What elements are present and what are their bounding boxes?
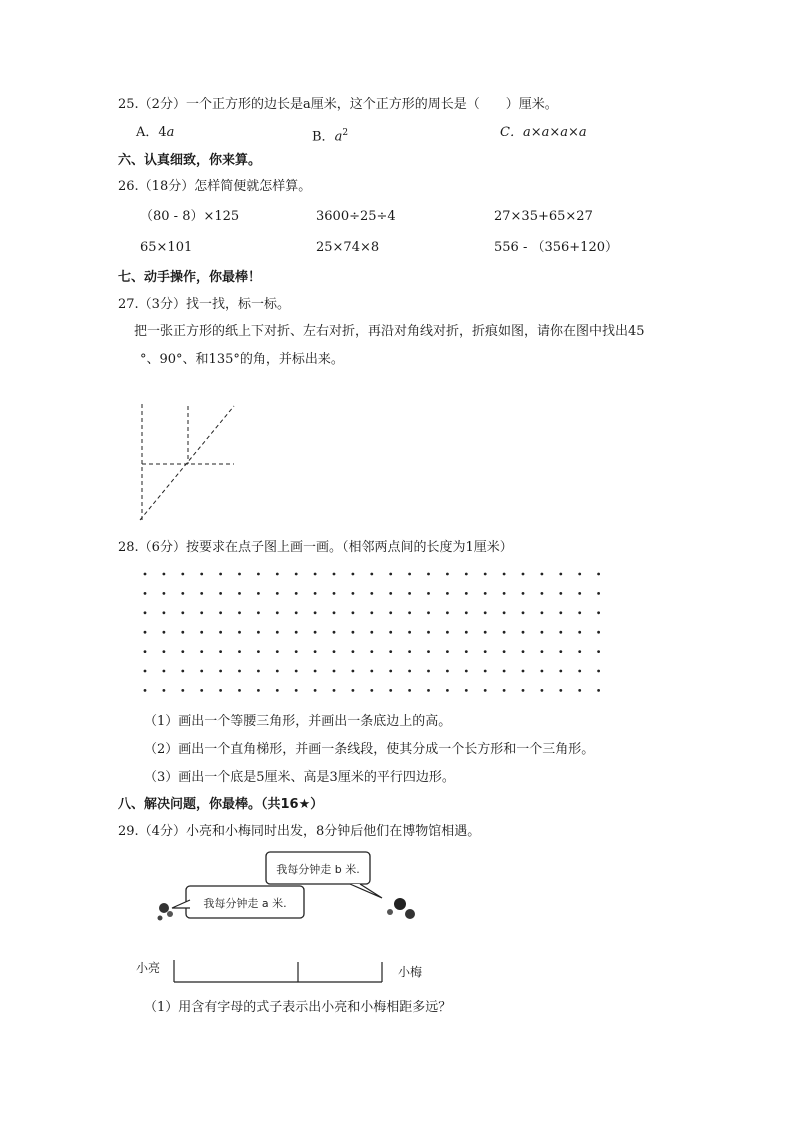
grid-dot[interactable] <box>276 573 279 576</box>
grid-dot[interactable] <box>314 592 317 595</box>
name-xiaomei: 小梅 <box>398 965 423 979</box>
grid-dot[interactable] <box>541 670 544 673</box>
fold-crease-figure <box>136 400 240 526</box>
grid-dot[interactable] <box>181 631 184 634</box>
grid-dot[interactable] <box>541 573 544 576</box>
grid-dot[interactable] <box>200 689 203 692</box>
q26-expr-1: （80 - 8）×125 <box>140 209 240 224</box>
grid-dot[interactable] <box>427 689 430 692</box>
grid-dot[interactable] <box>333 689 336 692</box>
grid-dot[interactable] <box>465 670 468 673</box>
grid-dot[interactable] <box>541 611 544 614</box>
q27-desc-line-2: °、90°、和135°的角，并标出来。 <box>140 352 344 367</box>
bubble-left-tail <box>172 900 190 908</box>
grid-dot[interactable] <box>408 631 411 634</box>
grid-dot[interactable] <box>578 631 581 634</box>
grid-dot[interactable] <box>446 689 449 692</box>
grid-dot[interactable] <box>370 611 373 614</box>
grid-dot[interactable] <box>559 650 562 653</box>
grid-dot[interactable] <box>200 650 203 653</box>
q25-text: 25.（2分）一个正方形的边长是a厘米，这个正方形的周长是（ ）厘米。 <box>118 97 558 112</box>
grid-dot[interactable] <box>597 650 600 653</box>
q25-option-b-var: a <box>334 129 343 145</box>
q25-option-a-var: a <box>166 125 175 140</box>
grid-dot[interactable] <box>578 670 581 673</box>
grid-dot[interactable] <box>597 611 600 614</box>
grid-dot[interactable] <box>389 689 392 692</box>
grid-dot[interactable] <box>597 670 600 673</box>
grid-dot[interactable] <box>276 592 279 595</box>
grid-dot[interactable] <box>465 631 468 634</box>
grid-dot[interactable] <box>370 650 373 653</box>
grid-dot[interactable] <box>370 670 373 673</box>
grid-dot[interactable] <box>484 592 487 595</box>
xiaomei-figure-icon <box>387 898 415 919</box>
grid-dot[interactable] <box>219 611 222 614</box>
grid-dot[interactable] <box>295 650 298 653</box>
bubble-right-tail <box>350 884 382 898</box>
grid-dot[interactable] <box>408 670 411 673</box>
grid-dot[interactable] <box>541 689 544 692</box>
grid-dot[interactable] <box>238 592 241 595</box>
grid-dot[interactable] <box>144 631 147 634</box>
grid-dot[interactable] <box>163 611 166 614</box>
grid-dot[interactable] <box>276 670 279 673</box>
grid-dot[interactable] <box>465 611 468 614</box>
grid-dot[interactable] <box>257 573 260 576</box>
grid-dot[interactable] <box>238 573 241 576</box>
grid-dot[interactable] <box>257 611 260 614</box>
grid-dot[interactable] <box>484 611 487 614</box>
grid-dot[interactable] <box>389 670 392 673</box>
q28-text: 28.（6分）按要求在点子图上画一画。（相邻两点间的长度为1厘米） <box>118 540 513 555</box>
q25-option-a[interactable] <box>136 125 174 141</box>
grid-dot[interactable] <box>181 611 184 614</box>
grid-dot[interactable] <box>559 631 562 634</box>
grid-dot[interactable] <box>522 631 525 634</box>
grid-dot[interactable] <box>276 689 279 692</box>
grid-dot[interactable] <box>408 650 411 653</box>
grid-dot[interactable] <box>446 650 449 653</box>
grid-dot[interactable] <box>578 611 581 614</box>
dot-grid[interactable] <box>140 566 606 700</box>
grid-dot[interactable] <box>427 573 430 576</box>
grid-dot[interactable] <box>181 573 184 576</box>
grid-dot[interactable] <box>541 650 544 653</box>
grid-dot[interactable] <box>333 650 336 653</box>
grid-dot[interactable] <box>352 611 355 614</box>
grid-dot[interactable] <box>314 650 317 653</box>
grid-dot[interactable] <box>559 573 562 576</box>
grid-dot[interactable] <box>465 689 468 692</box>
q27-text: 27.（3分）找一找，标一标。 <box>118 297 290 312</box>
grid-dot[interactable] <box>503 631 506 634</box>
grid-dot[interactable] <box>163 631 166 634</box>
grid-dot[interactable] <box>427 670 430 673</box>
grid-dot[interactable] <box>163 573 166 576</box>
grid-dot[interactable] <box>465 650 468 653</box>
grid-dot[interactable] <box>219 573 222 576</box>
grid-dot[interactable] <box>276 611 279 614</box>
bubble-right-text: 我每分钟走 b 米. <box>276 863 360 876</box>
q29-sub-1: （1）用含有字母的式子表示出小亮和小梅相距多远？ <box>144 1000 452 1015</box>
grid-dot[interactable] <box>446 611 449 614</box>
grid-dot[interactable] <box>333 573 336 576</box>
grid-dot[interactable] <box>200 592 203 595</box>
grid-dot[interactable] <box>427 592 430 595</box>
q26-text: 26.（18分）怎样简便就怎样算。 <box>118 179 312 194</box>
grid-dot[interactable] <box>352 650 355 653</box>
grid-dot[interactable] <box>238 650 241 653</box>
grid-dot[interactable] <box>219 650 222 653</box>
grid-dot[interactable] <box>238 670 241 673</box>
grid-dot[interactable] <box>295 631 298 634</box>
grid-dot[interactable] <box>446 592 449 595</box>
grid-dot[interactable] <box>559 670 562 673</box>
grid-dot[interactable] <box>541 631 544 634</box>
grid-dot[interactable] <box>465 592 468 595</box>
q26-expr-5: 25×74×8 <box>316 240 380 255</box>
grid-dot[interactable] <box>597 592 600 595</box>
q26-expr-3: 27×35+65×27 <box>494 209 593 224</box>
grid-dot[interactable] <box>352 689 355 692</box>
grid-dot[interactable] <box>144 689 147 692</box>
grid-dot[interactable] <box>370 573 373 576</box>
grid-dot[interactable] <box>257 631 260 634</box>
grid-dot[interactable] <box>578 592 581 595</box>
grid-dot[interactable] <box>144 573 147 576</box>
grid-dot[interactable] <box>352 592 355 595</box>
grid-dot[interactable] <box>144 650 147 653</box>
grid-dot[interactable] <box>503 592 506 595</box>
grid-dot[interactable] <box>219 689 222 692</box>
grid-dot[interactable] <box>333 611 336 614</box>
grid-dot[interactable] <box>408 592 411 595</box>
grid-dot[interactable] <box>352 631 355 634</box>
grid-dot[interactable] <box>408 689 411 692</box>
section-8-title: 八、解决问题，你最棒。（共16★） <box>118 797 324 812</box>
q25-option-b-label: B． <box>312 129 335 145</box>
grid-dot[interactable] <box>238 689 241 692</box>
grid-dot[interactable] <box>446 670 449 673</box>
grid-dot[interactable] <box>503 670 506 673</box>
bubble-left-text: 我每分钟走 a 米. <box>203 897 287 910</box>
grid-dot[interactable] <box>257 689 260 692</box>
grid-dot[interactable] <box>163 592 166 595</box>
q28-item-3: （3）画出一个底是5厘米、高是3厘米的平行四边形。 <box>144 770 455 785</box>
grid-dot[interactable] <box>314 631 317 634</box>
grid-dot[interactable] <box>144 611 147 614</box>
grid-dot[interactable] <box>503 689 506 692</box>
grid-dot[interactable] <box>465 573 468 576</box>
grid-dot[interactable] <box>484 631 487 634</box>
grid-dot[interactable] <box>333 592 336 595</box>
grid-dot[interactable] <box>522 670 525 673</box>
grid-dot[interactable] <box>257 650 260 653</box>
grid-dot[interactable] <box>200 573 203 576</box>
grid-dot[interactable] <box>597 573 600 576</box>
grid-dot[interactable] <box>503 650 506 653</box>
q26-expr-4: 65×101 <box>140 240 193 255</box>
grid-dot[interactable] <box>389 650 392 653</box>
grid-dot[interactable] <box>427 611 430 614</box>
section-6-title: 六、认真细致，你来算。 <box>118 153 262 168</box>
grid-dot[interactable] <box>522 592 525 595</box>
q29-text: 29.（4分）小亮和小梅同时出发，8分钟后他们在博物馆相遇。 <box>118 824 481 839</box>
grid-dot[interactable] <box>578 650 581 653</box>
grid-dot[interactable] <box>181 592 184 595</box>
grid-dot[interactable] <box>446 631 449 634</box>
grid-dot[interactable] <box>559 592 562 595</box>
grid-dot[interactable] <box>314 611 317 614</box>
grid-dot[interactable] <box>219 670 222 673</box>
grid-dot[interactable] <box>352 573 355 576</box>
q25-option-c[interactable]: C．a×a×a×a <box>500 125 587 140</box>
grid-dot[interactable] <box>144 592 147 595</box>
grid-dot[interactable] <box>144 670 147 673</box>
grid-dot[interactable] <box>578 689 581 692</box>
grid-dot[interactable] <box>295 573 298 576</box>
grid-dot[interactable] <box>200 611 203 614</box>
grid-dot[interactable] <box>427 631 430 634</box>
grid-dot[interactable] <box>333 670 336 673</box>
grid-dot[interactable] <box>389 573 392 576</box>
grid-dot[interactable] <box>200 631 203 634</box>
grid-dot[interactable] <box>446 573 449 576</box>
grid-dot[interactable] <box>484 670 487 673</box>
grid-dot[interactable] <box>389 592 392 595</box>
grid-dot[interactable] <box>257 670 260 673</box>
grid-dot[interactable] <box>408 611 411 614</box>
q26-expr-2: 3600÷25÷4 <box>316 209 396 224</box>
meeting-illustration <box>150 848 440 988</box>
grid-dot[interactable] <box>163 689 166 692</box>
grid-dot[interactable] <box>276 631 279 634</box>
grid-dot[interactable] <box>559 689 562 692</box>
grid-dot[interactable] <box>333 631 336 634</box>
name-xiaoliang: 小亮 <box>136 961 161 975</box>
grid-dot[interactable] <box>408 573 411 576</box>
grid-dot[interactable] <box>370 689 373 692</box>
grid-dot[interactable] <box>352 670 355 673</box>
q25-option-a-label: A．4 <box>136 125 167 140</box>
grid-dot[interactable] <box>503 573 506 576</box>
grid-dot[interactable] <box>181 650 184 653</box>
grid-dot[interactable] <box>522 689 525 692</box>
grid-dot[interactable] <box>370 592 373 595</box>
q28-item-2: （2）画出一个直角梯形，并画一条线段，使其分成一个长方形和一个三角形。 <box>144 742 595 757</box>
q26-expr-6: 556 - （356+120） <box>494 240 618 255</box>
grid-dot[interactable] <box>522 573 525 576</box>
grid-dot[interactable] <box>295 689 298 692</box>
grid-dot[interactable] <box>484 650 487 653</box>
section-7-title: 七、动手操作，你最棒！ <box>118 270 262 285</box>
grid-dot[interactable] <box>484 573 487 576</box>
diagonal-crease <box>140 406 234 520</box>
grid-dot[interactable] <box>578 573 581 576</box>
grid-dot[interactable] <box>295 611 298 614</box>
grid-dot[interactable] <box>503 611 506 614</box>
grid-dot[interactable] <box>597 631 600 634</box>
grid-dot[interactable] <box>295 592 298 595</box>
grid-dot[interactable] <box>427 650 430 653</box>
grid-dot[interactable] <box>238 611 241 614</box>
grid-dot[interactable] <box>219 631 222 634</box>
grid-dot[interactable] <box>389 611 392 614</box>
grid-dot[interactable] <box>370 631 373 634</box>
grid-dot[interactable] <box>257 592 260 595</box>
grid-dot[interactable] <box>163 650 166 653</box>
grid-dot[interactable] <box>295 670 298 673</box>
grid-dot[interactable] <box>522 611 525 614</box>
grid-dot[interactable] <box>314 573 317 576</box>
q28-item-1: （1）画出一个等腰三角形，并画出一条底边上的高。 <box>144 714 452 729</box>
grid-dot[interactable] <box>219 592 222 595</box>
grid-dot[interactable] <box>314 670 317 673</box>
grid-dot[interactable] <box>522 650 525 653</box>
q25-option-b[interactable] <box>312 125 348 145</box>
grid-dot[interactable] <box>181 689 184 692</box>
grid-dot[interactable] <box>181 670 184 673</box>
xiaoliang-figure-icon <box>158 903 174 921</box>
grid-dot[interactable] <box>559 611 562 614</box>
q27-desc-line-1: 把一张正方形的纸上下对折、左右对折，再沿对角线对折，折痕如图，请你在图中找出45 <box>134 324 645 339</box>
grid-dot[interactable] <box>238 631 241 634</box>
grid-dot[interactable] <box>163 670 166 673</box>
grid-dot[interactable] <box>200 670 203 673</box>
q25-option-b-exp: 2 <box>342 128 349 138</box>
grid-dot[interactable] <box>276 650 279 653</box>
grid-dot[interactable] <box>314 689 317 692</box>
grid-dot[interactable] <box>597 689 600 692</box>
grid-dot[interactable] <box>541 592 544 595</box>
grid-dot[interactable] <box>484 689 487 692</box>
grid-dot[interactable] <box>389 631 392 634</box>
